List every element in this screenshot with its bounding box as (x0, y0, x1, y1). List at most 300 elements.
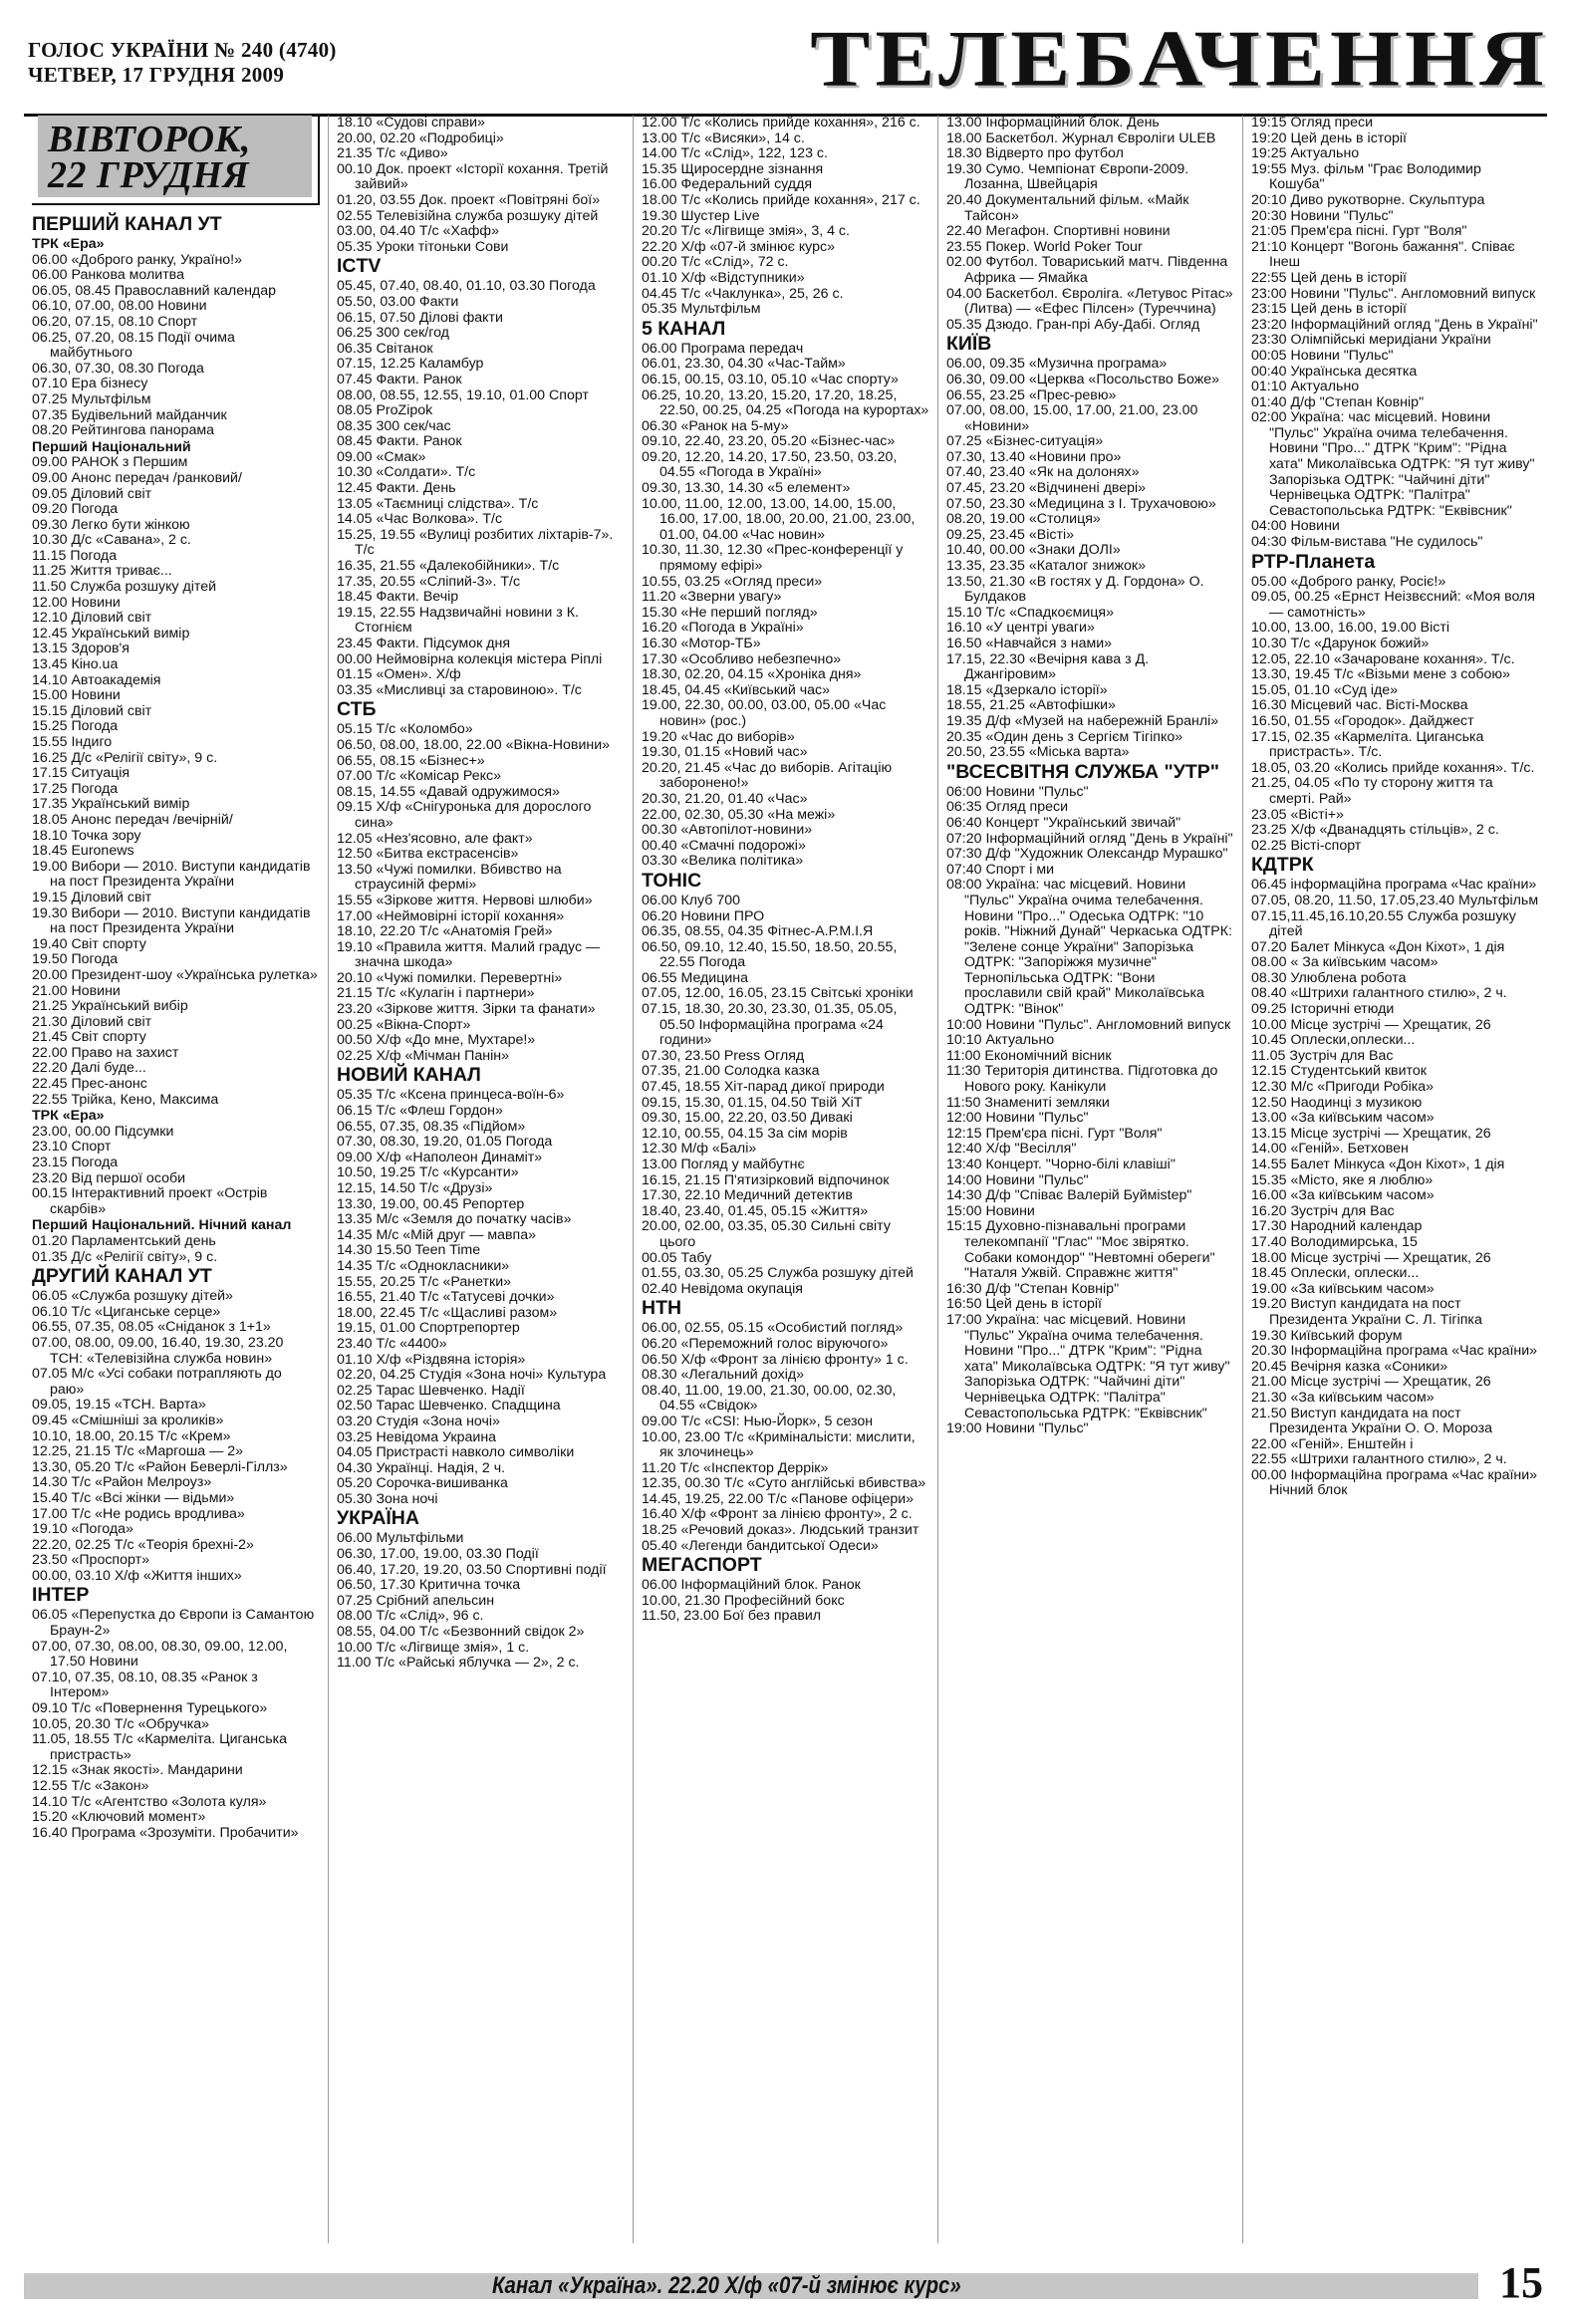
program-time: 08.15, 14.55 (337, 783, 415, 800)
program-title: Фільм-вистава "Не судилось" (1290, 534, 1483, 551)
program-time: 23:20 (1251, 316, 1287, 333)
program-line (32, 1444, 320, 1460)
program-title: «Час спорту» (810, 371, 899, 387)
program-title: «Правила життя. Малий градус — значна шкода» (355, 938, 601, 971)
program-time: 02.00 (946, 254, 982, 271)
program-time: 06.15, 00.15, 03.10, 05.10 (642, 371, 807, 387)
program-line (946, 131, 1234, 147)
program-line (32, 1093, 320, 1109)
program-time: 02.25 (337, 1382, 373, 1399)
program-time: 18.00 (1251, 1249, 1287, 1266)
program-title: Світ спорту (71, 935, 146, 952)
program-time: 20:10 (1251, 191, 1287, 208)
program-title: М/с «Пригоди Робіка» (1290, 1079, 1435, 1096)
program-time: 12.05 (337, 830, 373, 847)
program-time: 00.00 (337, 650, 373, 667)
program-time: 06.10, 07.00, 08.00 (32, 298, 154, 315)
program-line (337, 754, 625, 770)
program-title: Новини "Пульс" (985, 1420, 1089, 1437)
program-title: Оплески,оплески... (1290, 1032, 1416, 1049)
program-line (32, 1140, 320, 1156)
program-line (946, 1313, 1234, 1421)
program-line (946, 800, 1234, 816)
program-time: 00.50 (337, 1032, 373, 1049)
program-title: Телевізійна служба розшуку дітей (376, 207, 599, 224)
program-time: 06.10 (32, 1303, 68, 1320)
program-time: 19:00 (946, 1420, 982, 1437)
program-time: 09.00 (32, 454, 68, 471)
program-line (32, 673, 320, 689)
program-time: 02:00 (1251, 409, 1287, 426)
program-title: «Геній». Енштейн і (1290, 1435, 1414, 1452)
program-line (1251, 955, 1539, 971)
program-title: Професійний бокс (723, 1592, 845, 1609)
program-time: 23.45 (337, 636, 373, 651)
program-line (946, 481, 1234, 497)
program-line (32, 1414, 320, 1429)
program-line (946, 1173, 1234, 1189)
program-line (337, 1578, 625, 1594)
program-line (1251, 590, 1539, 621)
program-title: «Підйом» (462, 1118, 526, 1135)
program-title: Актуально (1290, 379, 1360, 395)
program-line (337, 1165, 625, 1181)
program-time: 06.00 (642, 340, 677, 357)
program-line (642, 162, 929, 178)
program-time: 23:30 (1251, 332, 1287, 349)
program-title: Щиросердне зізнання (680, 160, 824, 177)
program-title: Т/с «Курсанти» (418, 1164, 519, 1181)
program-time: 06.55, 23.25 (946, 387, 1025, 403)
program-line (32, 829, 320, 845)
program-title: Сорочка-вишиванка (376, 1475, 508, 1492)
program-title: Фітнес-А.Р.М.І.Я (767, 923, 874, 940)
program-time: 22.00, 02.30, 05.30 (642, 806, 764, 823)
program-title: «Ранок на 5-му» (680, 417, 789, 434)
program-title: Анонс передач /вечірній/ (71, 811, 233, 828)
program-time: 08.55, 04.00 (337, 1624, 415, 1641)
program-title: М/ф «Балі» (680, 1141, 757, 1158)
program-time: 06.35, 08.55, 04.35 (642, 923, 764, 940)
program-title: Студія «Зона ночі» Культура (418, 1367, 607, 1384)
program-time: 07.15, 12.25 (337, 356, 415, 373)
program-time: 09.30, 15.00, 22.20, 03.50 (642, 1110, 807, 1127)
program-line (1251, 302, 1539, 318)
program-time: 03.25 (337, 1428, 373, 1445)
program-title: Зона ночі (376, 1490, 438, 1507)
program-title: Народний календар (1290, 1218, 1423, 1235)
program-line (32, 968, 320, 984)
program-line (1251, 1391, 1539, 1407)
program-line (946, 1096, 1234, 1112)
program-time: 20.30, 21.20, 01.40 (642, 790, 764, 807)
program-title: Погода (71, 501, 119, 518)
program-line (946, 714, 1234, 730)
program-title: Срібний апельсин (376, 1592, 495, 1609)
program-time: 14.30 (337, 1242, 373, 1259)
program-title: Каламбур (418, 356, 484, 373)
program-time: 20:30 (1251, 207, 1287, 224)
program-line (1251, 1344, 1539, 1360)
program-time: 09.30 (32, 516, 68, 533)
program-time: 15.35 (642, 160, 677, 177)
program-title: Док. проект «Історії кохання. Третій зайвий» (355, 160, 609, 193)
program-line (32, 937, 320, 953)
program-time: 17.35, 20.55 (337, 573, 415, 590)
program-title: Ситуація (71, 765, 131, 782)
program-title: «У центрі уваги» (985, 620, 1095, 637)
program-time: 23.50 (32, 1552, 68, 1569)
program-title: «Колись прийде кохання». Т/с. (1333, 759, 1535, 776)
program-time: 15.55 (32, 734, 68, 750)
program-time: 15.55, 20.25 (337, 1273, 415, 1290)
program-line (946, 1158, 1234, 1173)
program-title: Ранкова молитва (71, 267, 184, 284)
program-line (946, 465, 1234, 481)
program-time: 06.25 (337, 325, 373, 342)
program-line (1251, 1173, 1539, 1189)
program-time: 20.20, 21.45 (642, 759, 720, 776)
program-title: Т/с «Кримінальісти: мислити, як злочинець» (659, 1428, 916, 1461)
program-line (32, 782, 320, 798)
program-line (1251, 575, 1539, 591)
program-line (32, 813, 320, 829)
program-time: 19.15 (32, 889, 68, 905)
program-time: 05.35 (337, 1087, 373, 1104)
program-line (337, 240, 625, 256)
program-time: 10.10, 18.00, 20.15 (32, 1427, 154, 1444)
program-title: «Далекобійники». Т/с (418, 558, 560, 575)
program-time: 19.30, 01.15 (642, 744, 720, 761)
program-time: 10.00 (337, 1639, 373, 1656)
channel-block (337, 116, 625, 255)
program-line (1251, 224, 1539, 240)
program-title: «Каталог знижок» (1028, 558, 1146, 575)
program-line (32, 657, 320, 673)
program-line (1251, 131, 1539, 147)
program-title: Бої без правил (722, 1608, 822, 1625)
program-time: 04.00 (946, 285, 982, 302)
program-time: 23.05 (1251, 806, 1287, 823)
program-title: Х/ф «Фронт за лінією фронту», 2 с. (680, 1506, 913, 1523)
program-line (32, 408, 320, 424)
program-line (642, 131, 929, 147)
program-title: Солодка казка (723, 1063, 820, 1080)
program-time: 00.30 (642, 822, 677, 839)
program-line (946, 240, 1234, 256)
program-line (946, 497, 1234, 513)
program-title: Т/с «Татусеві дочки» (418, 1289, 555, 1306)
program-time: 07.40, 23.40 (946, 464, 1025, 481)
column-2 (329, 116, 634, 2243)
column-1 (24, 116, 329, 2243)
program-time: 13.30, 19.45 (1251, 666, 1330, 683)
program-time: 18.00 (642, 191, 677, 208)
program-line (1251, 1235, 1539, 1251)
program-time: 06.00 (32, 267, 68, 284)
program-line (32, 1460, 320, 1476)
program-title: Т/с «Лігвище змія», 1 с. (376, 1639, 530, 1656)
program-title: «Новий час» (723, 744, 808, 761)
program-time: 21.15 (337, 985, 373, 1002)
program-time: 09.15 (337, 799, 373, 816)
program-title: Служба розшуку дітей (70, 579, 217, 596)
program-line (1251, 395, 1539, 411)
program-line (32, 487, 320, 503)
program-line (337, 311, 625, 327)
program-line (337, 1033, 625, 1049)
program-title: «В гостях у Д. Гордона» О. Булдаков (964, 573, 1204, 606)
program-title: «Хроніка дня» (767, 666, 862, 683)
program-title: «Легальний дохід» (680, 1367, 805, 1384)
program-title: Новини (1290, 518, 1340, 535)
program-title: Від першої особи (71, 1169, 186, 1186)
sub-heading: ТРК «Ера» (32, 1108, 105, 1125)
program-time: 10.40, 00.00 (946, 542, 1025, 559)
program-title: Т/с «Не родись вродлива» (71, 1505, 245, 1522)
program-title: «Вікна-Спорт» (376, 1016, 471, 1033)
day-date: 22 ГРУДНЯ (48, 154, 250, 196)
program-time: 06.05 (32, 1288, 68, 1305)
program-title: «Погода в Україні» (680, 620, 804, 637)
program-line (1251, 730, 1539, 761)
program-time: 08.30 (642, 1367, 677, 1384)
program-title: Будівельний майданчик (71, 406, 227, 423)
program-line (1251, 808, 1539, 824)
program-title: «Бізнес+» (418, 752, 485, 769)
program-line (642, 146, 929, 162)
program-line (946, 543, 1234, 559)
program-line (337, 1181, 625, 1197)
program-time: 06.01, 23.30, 04.30 (642, 356, 764, 373)
program-time: 23.20 (337, 1001, 373, 1018)
program-line (946, 224, 1234, 240)
program-line (32, 1475, 320, 1491)
program-line (642, 745, 929, 761)
program-line (946, 193, 1234, 224)
program-time: 07.00, 08.00, 15.00, 17.00, 21.00, 23.00 (946, 402, 1198, 419)
program-time: 11.05 (1251, 1047, 1286, 1064)
program-line (337, 1399, 625, 1415)
program-title: Погляд у майбутнє (680, 1157, 805, 1172)
program-title: Факти. Вечір (376, 589, 459, 606)
program-line (32, 611, 320, 627)
program-title: Інформаційний блок. Ранок (680, 1577, 861, 1594)
program-title: ProZipok (376, 402, 433, 419)
program-title: «Смачні подорожі» (680, 837, 806, 854)
program-line (1251, 894, 1539, 909)
program-time: 12.50 (337, 846, 373, 863)
program-line (32, 627, 320, 643)
program-time: 07.05, 08.20, 11.50, 17.05,23.40 (1251, 892, 1455, 908)
program-time: 14.30 (32, 1474, 68, 1491)
program-time: 19.50 (32, 951, 68, 968)
channel-block (946, 333, 1234, 760)
program-line (1251, 637, 1539, 652)
program-time: 14.35 (337, 1257, 373, 1274)
program-title: «Вісті» (1028, 526, 1074, 543)
program-title: Тарас Шевченко. Спадщина (376, 1398, 561, 1415)
program-title: Новини "Пульс" (1290, 207, 1394, 224)
program-line (1251, 193, 1539, 209)
program-time: 16.30 (1251, 697, 1287, 714)
program-line (32, 860, 320, 891)
program-title: Т/с «Район Беверлі-Гіллз» (114, 1458, 288, 1475)
program-time: 11.00 (337, 1655, 372, 1672)
channel-heading: ТОНІС (642, 869, 702, 892)
program-time: 07.05 (32, 1366, 68, 1383)
program-title: Автоакадемія (71, 671, 161, 688)
program-line (1251, 1219, 1539, 1235)
program-title: Прес-анонс (71, 1076, 147, 1093)
program-title: Погода (71, 718, 119, 735)
program-line (337, 1353, 625, 1369)
program-line (946, 698, 1234, 714)
program-line (1251, 1127, 1539, 1143)
program-time: 17.15, 22.30 (946, 650, 1025, 667)
program-title: «За київським часом» (1290, 1110, 1435, 1127)
program-line (642, 419, 929, 435)
program-title: Погода (71, 951, 119, 968)
program-title: Світ спорту (71, 1029, 146, 1046)
program-time: 12.45 (32, 625, 68, 642)
program-time: 07.50, 23.30 (946, 495, 1025, 512)
program-time: 10.30, 11.30, 12.30 (642, 542, 763, 559)
program-title: Покер. World Poker Tour (985, 238, 1143, 255)
program-time: 11:30 (946, 1063, 981, 1080)
program-time: 05.45, 07.40, 08.40, 01.10, 03.30 (337, 278, 546, 295)
program-line (642, 986, 929, 1002)
program-time: 17.00 (337, 907, 373, 924)
program-time: 06.00 (642, 892, 677, 908)
program-line (337, 342, 625, 358)
program-line (32, 533, 320, 549)
program-line (946, 745, 1234, 761)
program-line (946, 287, 1234, 318)
program-line (337, 1594, 625, 1610)
program-line (337, 1656, 625, 1672)
program-time: 18.45 (32, 843, 68, 860)
program-title: «Місто, яке я люблю» (1290, 1171, 1434, 1188)
program-time: 18.40, 23.40, 01.45, 05.15 (642, 1202, 807, 1219)
program-title: Новини ПРО (680, 907, 765, 924)
program-title: Х/ф «До мне, Мухтаре!» (376, 1032, 536, 1049)
program-title: «Велика політика» (680, 853, 804, 870)
program-title: Українська десятка (1290, 363, 1418, 380)
program-line (337, 1337, 625, 1353)
program-time: 15.25, 19.55 (337, 526, 415, 543)
program-title: «Штрихи галантного стилю», 2 ч. (1290, 985, 1507, 1002)
program-time: 04.30 (337, 1459, 373, 1476)
program-title: «Доброго ранку, Росіє!» (1290, 573, 1446, 590)
program-title: «Зачароване кохання». Т/с. (1333, 650, 1515, 667)
program-title: Муз. фільм "Грає Володимир Кошуба" (1269, 160, 1481, 193)
program-time: 11:00 (946, 1047, 981, 1064)
program-line (337, 847, 625, 863)
program-line (642, 209, 929, 225)
program-title: «Проспорт» (71, 1552, 149, 1569)
program-time: 18.05 (32, 811, 68, 828)
program-time: 08.40, 11.00, 19.00, 21.30, 00.00, 02.30, 04.55 (642, 1382, 897, 1415)
program-title: «Погода в Україні» (698, 464, 822, 481)
program-time: 06.25, 10.20, 13.20, 15.20, 17.20, 18.25, 22.50, 00.25, 04.25 (642, 387, 898, 419)
program-time: 21.35 (337, 145, 373, 162)
program-line (32, 1289, 320, 1305)
program-line (946, 785, 1234, 801)
program-title: «Кармеліта. Циганська пристрасть». Т/с. (1269, 728, 1484, 761)
program-line (32, 906, 320, 937)
program-line (642, 481, 929, 497)
program-time: 13.45 (32, 656, 68, 673)
program-title: Т/с «Дарунок божий» (1290, 636, 1430, 651)
program-title: Спорт (549, 387, 589, 403)
program-time: 02.20, 04.25 (337, 1367, 415, 1384)
program-title: Т/с «Ксена принцеса-воїн-6» (376, 1087, 565, 1104)
program-time: 00.00, 03.10 (32, 1567, 111, 1584)
program-line (32, 642, 320, 657)
program-title: Трійка, Кено, Максима (71, 1091, 219, 1108)
program-title: Новини "Пульс" (985, 783, 1089, 800)
program-line (32, 253, 320, 269)
program-line (1251, 116, 1539, 131)
program-line (32, 392, 320, 408)
program-time: 19.30 (946, 160, 982, 177)
program-title: «Медицина з І. Трухачовою» (1028, 495, 1216, 512)
program-title: Погода (698, 954, 746, 971)
program-time: 07.35 (32, 406, 68, 423)
program-line (337, 832, 625, 848)
program-title: Територія дитинства. Підготовка до Нового року. Канікули (964, 1063, 1218, 1096)
program-line (337, 1430, 625, 1446)
program-line (337, 1306, 625, 1322)
program-line (337, 1120, 625, 1136)
program-line (1251, 1266, 1539, 1282)
program-title: «Перепустка до Європи із Самантою Браун-2» (50, 1607, 315, 1640)
program-line (642, 761, 929, 792)
program-title: «Ранок з Інтером» (50, 1669, 258, 1701)
program-title: «Автопілот-новини» (680, 822, 813, 839)
program-line (1251, 318, 1539, 334)
program-line (642, 1188, 929, 1204)
channel-block (337, 1507, 625, 1671)
program-line (337, 1275, 625, 1291)
program-line (642, 543, 929, 574)
program-title: Т/с «Район Мелроуз» (71, 1474, 212, 1491)
program-time: 15.30 (642, 604, 677, 621)
program-title: Спорт (71, 1139, 112, 1156)
program-line (642, 255, 929, 271)
program-line (642, 1002, 929, 1049)
program-time: 13.15 (1251, 1125, 1287, 1142)
program-time: 09.05 (32, 485, 68, 502)
program-time: 07.30, 08.30, 19.20, 01.05 (337, 1134, 502, 1151)
program-time: 15.55 (337, 892, 373, 908)
program-title: Т/с «Чаклунка», 25, 26 с. (680, 285, 844, 302)
program-line (32, 564, 320, 580)
program-time: 02.25 (1251, 837, 1287, 854)
program-time: 10.00 (1251, 1016, 1287, 1033)
program-time: 13.15 (32, 641, 68, 657)
program-time: 16:30 (946, 1280, 982, 1297)
program-time: 06:35 (946, 799, 982, 816)
program-time: 14:00 (946, 1171, 982, 1188)
program-title: Погода (71, 1155, 119, 1171)
program-title: Інтерактивний проект «Острів скарбів» (50, 1185, 268, 1217)
program-line (642, 1594, 929, 1610)
program-title: Місце зустрічі — Хрещатик, 26 (1290, 1016, 1491, 1033)
program-title: «Таємниці слідства». Т/с (376, 495, 539, 512)
date-line: ЧЕТВЕР, 17 ГРУДНЯ 2009 (28, 63, 285, 87)
